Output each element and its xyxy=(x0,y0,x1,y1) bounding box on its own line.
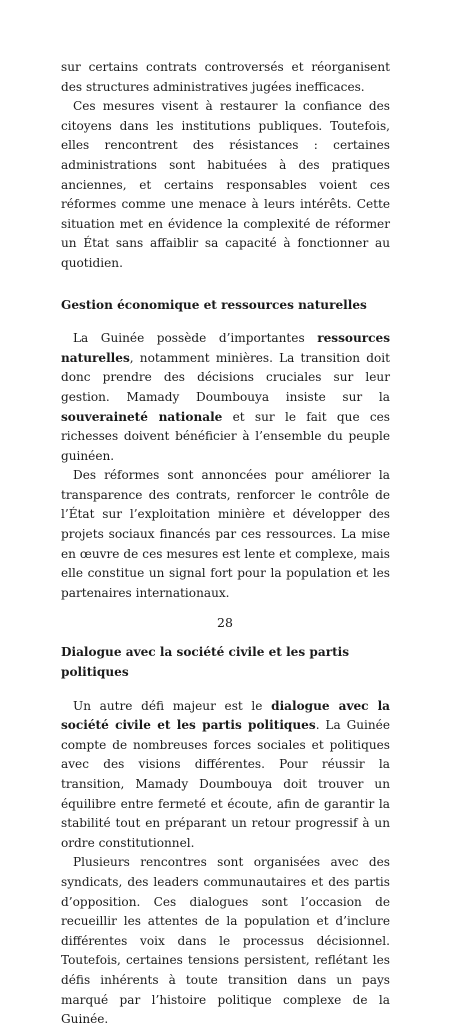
section-heading: Gestion économique et ressources naturelles xyxy=(61,297,367,312)
text-run: La Guinée possède d’importantes xyxy=(73,331,318,346)
bold-term: souveraineté nationale xyxy=(61,409,223,424)
paragraph: Plusieurs rencontres sont organisées avec des syndicats, des leaders communautaires et des partis d’opposition. Ces dialogues sont l’occasion de recueillir les attentes de la population et d’inclure différentes voix dans le processus décisionnel. Toutefois, certaines tensions persistent, reflétant les défis inhérents à toute transition dans un pays marqué par l’histoire politique complexe de la Guinée. xyxy=(61,855,390,1027)
text-run: , notamment minières. La transition doit donc prendre des décisions cruciales sur leur gestion. Mamady Doumbouya insiste sur la xyxy=(61,350,390,404)
section-heading: Dialogue avec la société civile et les partis politiques xyxy=(61,645,350,680)
text-run: Un autre défi majeur est le xyxy=(73,698,272,713)
page-body xyxy=(61,58,390,1030)
paragraph: Des réformes sont annoncées pour améliorer la transparence des contrats, renforcer le contrôle de l’État sur l’exploitation minière et développer des projets sociaux financés par ces ressources. La mise en œuvre de ces mesures est lente et complexe, mais elle constitue un signal fort pour la population et les partenaires internationaux. xyxy=(61,468,390,600)
text-run: . La Guinée compte de nombreuses forces sociales et politiques avec des visions différentes. Pour réussir la transition, Mamady Doumbouya doit trouver un équilibre entre fermeté et écoute, afin de garantir la stabilité tout en préparant un retour progressif à un ordre constitutionnel. xyxy=(61,718,390,850)
paragraph xyxy=(61,329,390,466)
text-run: et sur le fait que ces richesses doivent bénéficier à l’ensemble du peuple guinéen. xyxy=(61,409,391,463)
bold-term: ressources naturelles xyxy=(61,331,390,365)
bold-term: dialogue avec la société civile et les partis politiques xyxy=(61,698,391,733)
paragraph: Ces mesures visent à restaurer la confiance des citoyens dans les institutions publiques. Toutefois, elles rencontrent des résistances : certaines administrations sont habituées à des pratiques anciennes, et certains responsables voient ces réformes comme une menace à leurs intérêts. Cette situation met en évidence la complexité de réformer un État sans affaiblir sa capacité à fonctionner au quotidien. xyxy=(61,99,390,270)
page-number: 28 xyxy=(217,615,233,630)
paragraph: sur certains contrats controversés et réorganisent des structures administratives jugées inefficaces. xyxy=(61,60,390,94)
paragraph xyxy=(61,697,390,854)
